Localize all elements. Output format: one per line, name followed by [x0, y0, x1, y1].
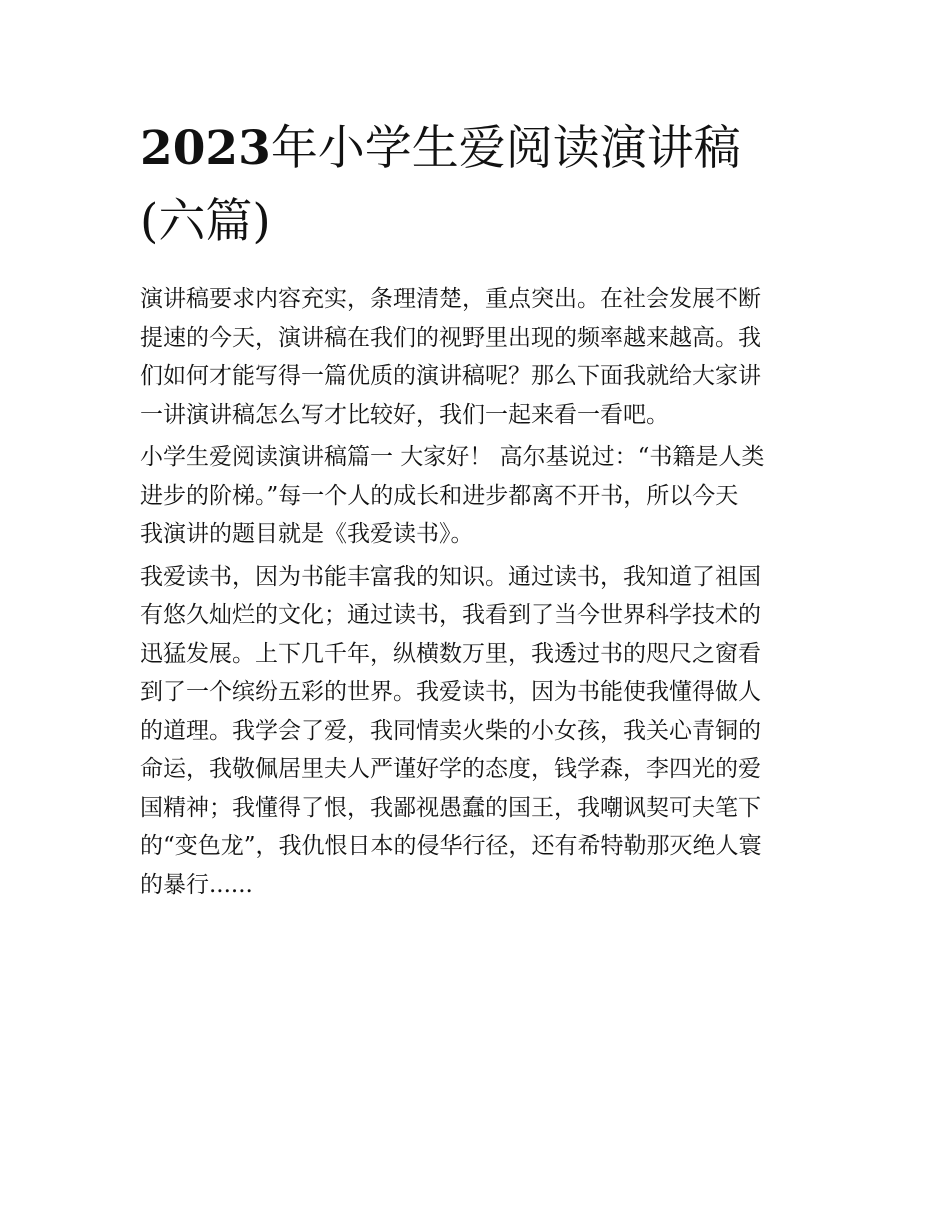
- title-line-2: (六篇): [140, 194, 271, 249]
- title-spacer: [140, 258, 812, 280]
- text-line: 们如何才能写得一篇优质的演讲稿呢？那么下面我就给大家讲: [140, 363, 761, 389]
- text-line: 演讲稿要求内容充实，条理清楚，重点突出。在社会发展不断: [140, 286, 761, 312]
- text-line: 提速的今天，演讲稿在我们的视野里出现的频率越来越高。我: [140, 324, 761, 351]
- document-title: [140, 112, 812, 258]
- text-line: 有悠久灿烂的文化；通过读书，我看到了当今世界科学技术的: [140, 602, 761, 628]
- text-line: 一讲演讲稿怎么写才比较好，我们一起来看一看吧。: [140, 401, 669, 428]
- text-line: 的“变色龙”，我仇恨日本的侵华行径，还有希特勒那灭绝人寰: [140, 833, 762, 859]
- text-line: 到了一个缤纷五彩的世界。我爱读书，因为书能使我懂得做人: [140, 679, 761, 705]
- title-year: 2023: [140, 121, 271, 176]
- text-line: 我演讲的题目就是《我爱读书》。: [140, 521, 474, 547]
- document-body: [140, 112, 812, 904]
- text-line: 的暴行......: [140, 871, 253, 898]
- text-line: 小学生爱阅读演讲稿篇一 大家好！ 高尔基说过：“书籍是人类: [140, 444, 765, 470]
- title-text: 年小学生爱阅读演讲稿: [270, 121, 741, 176]
- text-line: 命运，我敬佩居里夫人严谨好学的态度，钱学森，李四光的爱: [140, 756, 761, 782]
- paragraph-love-reading: [140, 558, 812, 905]
- paragraph-speech-one-opening: [140, 438, 812, 554]
- text-line: 进步的阶梯。”每一个人的成长和进步都离不开书，所以今天: [140, 482, 739, 509]
- text-line: 国精神；我懂得了恨，我鄙视愚蠢的国王，我嘲讽契可夫笔下: [140, 794, 761, 821]
- text-line: 的道理。我学会了爱，我同情卖火柴的小女孩，我关心青铜的: [140, 717, 761, 744]
- text-line: 我爱读书，因为书能丰富我的知识。通过读书，我知道了祖国: [140, 563, 761, 590]
- text-line: 迅猛发展。上下几千年，纵横数万里，我透过书的咫尺之窗看: [140, 640, 761, 667]
- title-line-1: [140, 112, 812, 185]
- paragraph-intro: [140, 280, 812, 434]
